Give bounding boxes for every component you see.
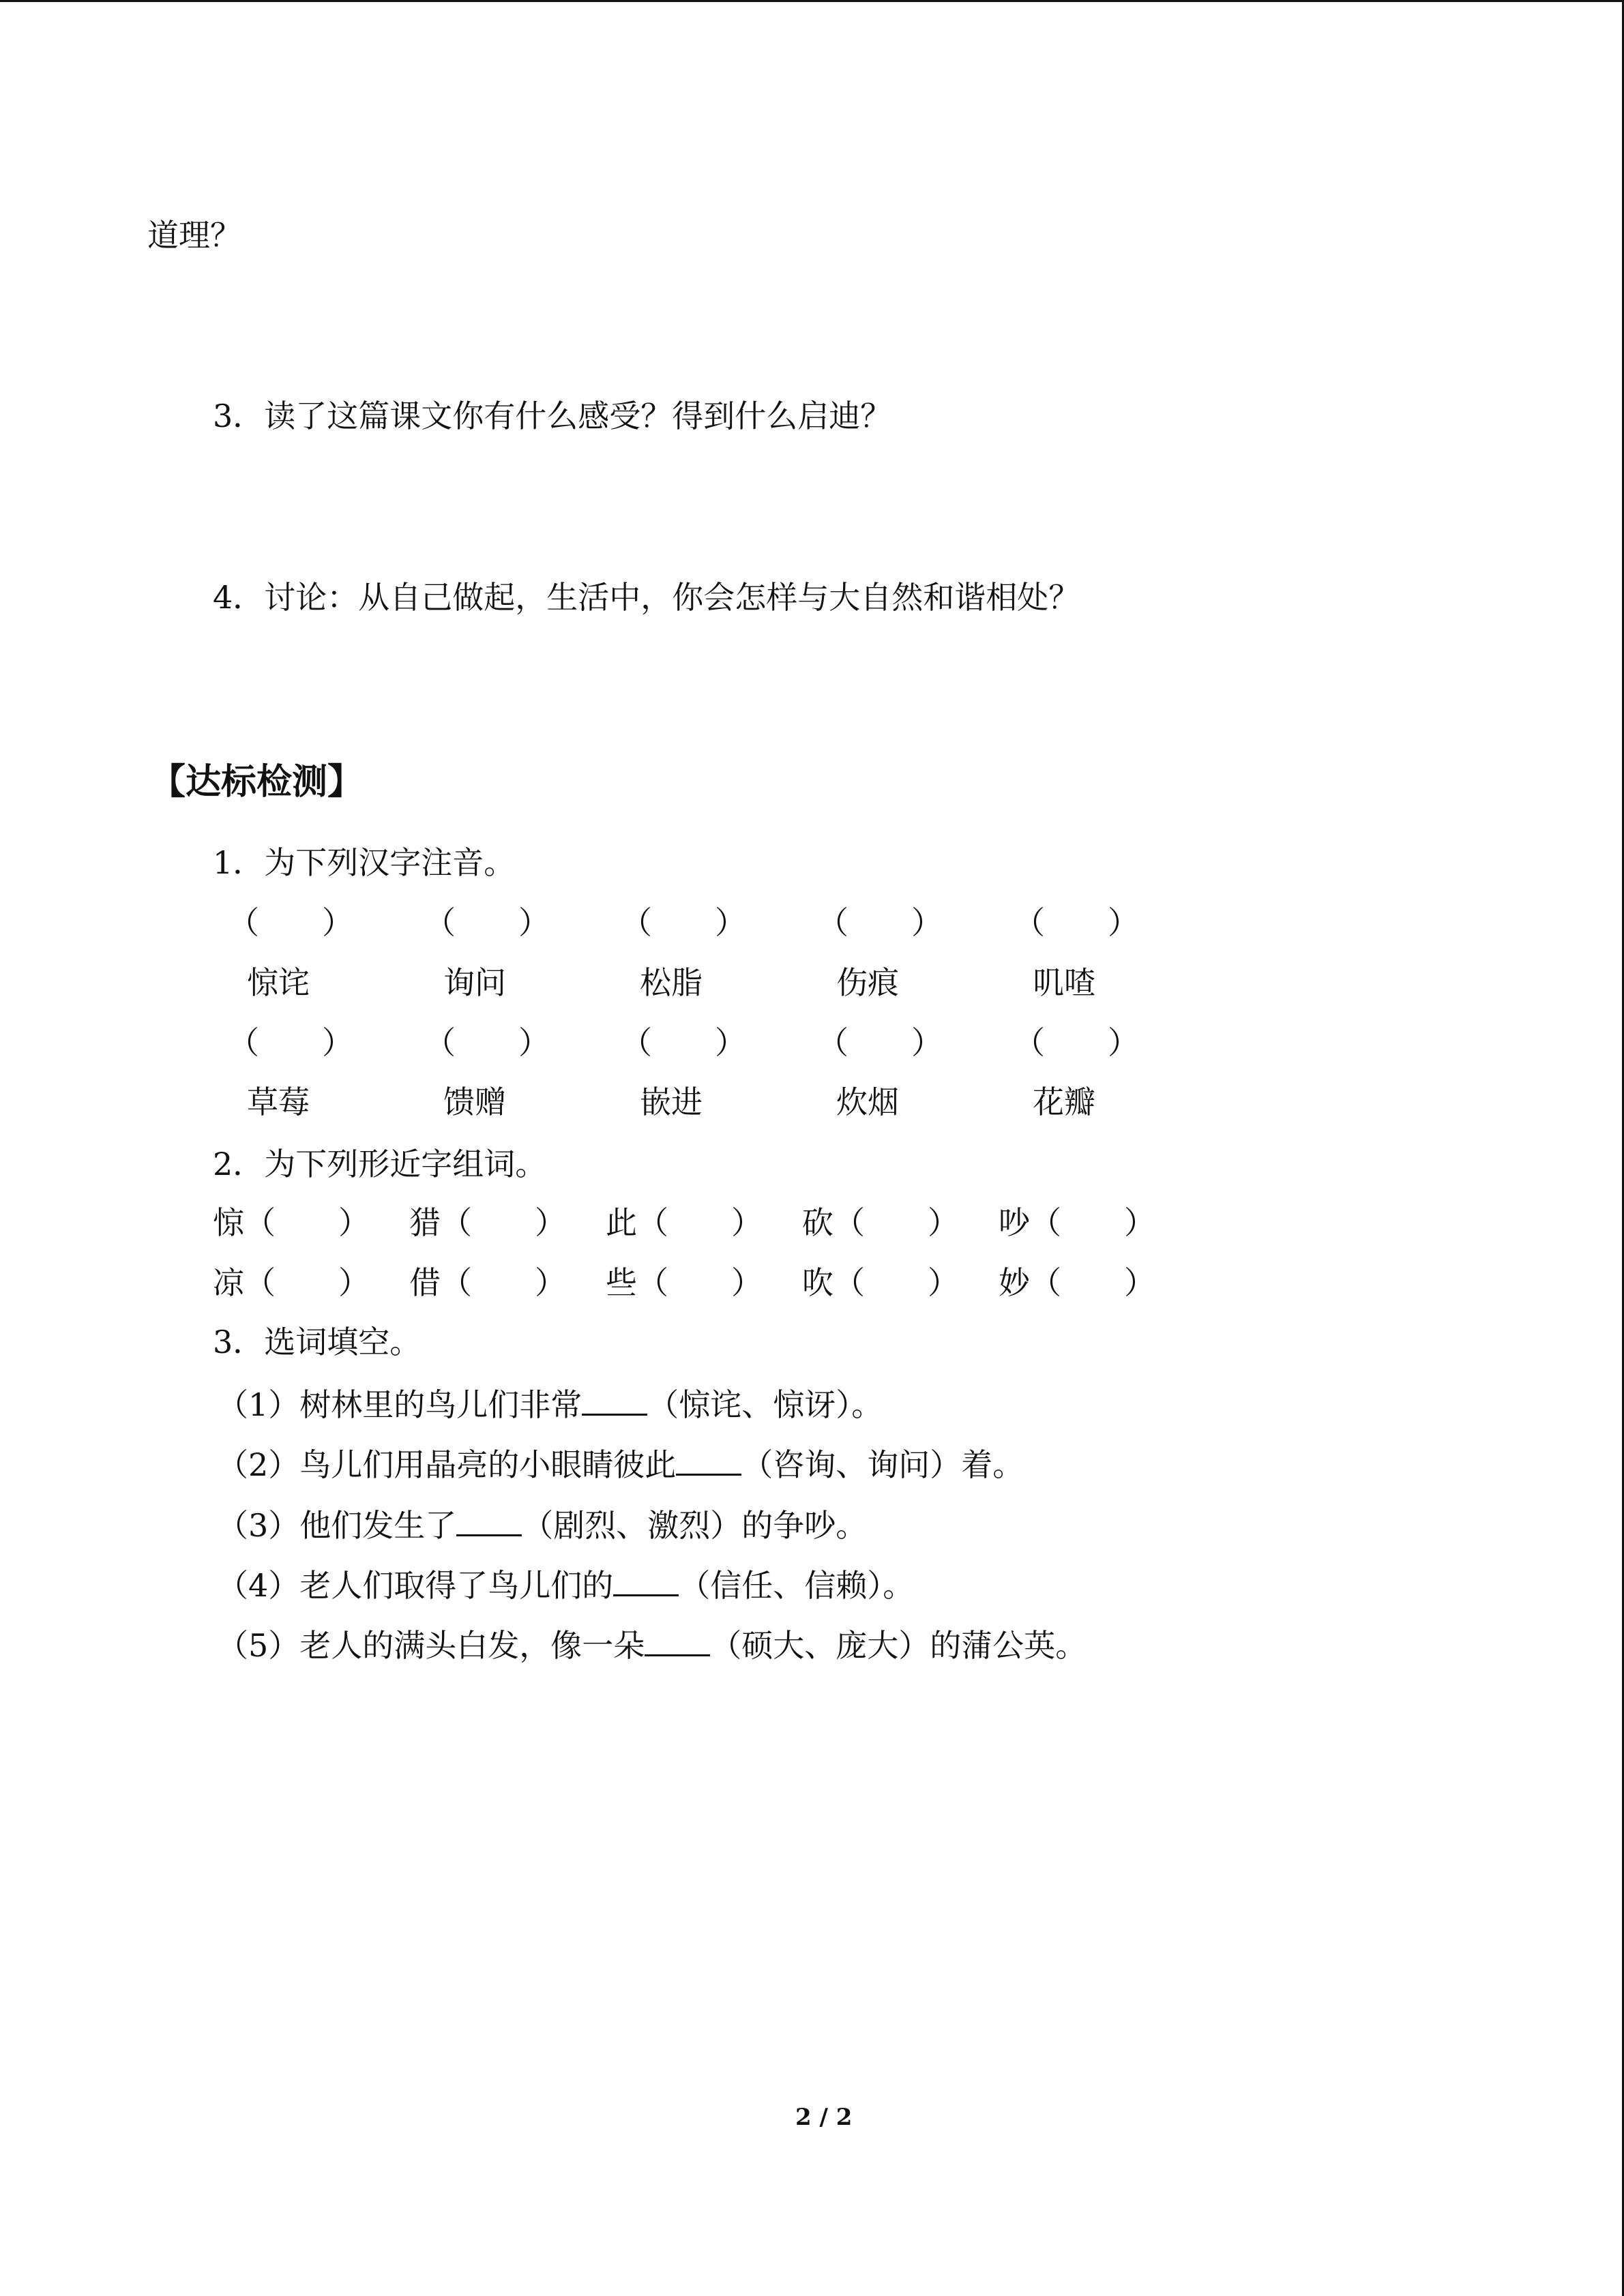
form-word-item: 此（ ） <box>606 1204 763 1241</box>
pinyin-paren: （ ） <box>1014 1024 1139 1061</box>
form-word-item: 惊（ ） <box>213 1204 370 1241</box>
form-word-item: 吹（ ） <box>802 1264 959 1301</box>
pinyin-word: 嵌进 <box>640 1084 703 1120</box>
fill-prefix: （5）老人的满头白发，像一朵 <box>217 1627 645 1664</box>
question-4: 4．讨论：从自己做起，生活中，你会怎样与大自然和谐相处？ <box>213 579 1080 616</box>
fill-options: （硕大、庞大）的蒲公英。 <box>710 1627 1087 1664</box>
form-word-item: 吵（ ） <box>999 1204 1155 1241</box>
fill-options: （咨询、询问）着。 <box>741 1446 1024 1483</box>
pinyin-word: 惊诧 <box>247 964 310 1001</box>
continuation-text: 道理？ <box>147 217 241 254</box>
fill-options: （剧烈、激烈）的争吵。 <box>522 1507 868 1544</box>
pinyin-word: 松脂 <box>640 964 703 1001</box>
top-border <box>0 0 1624 2</box>
pinyin-word: 叽喳 <box>1033 964 1095 1001</box>
form-word-item: 砍（ ） <box>802 1204 959 1241</box>
pinyin-paren: （ ） <box>424 904 550 941</box>
answer-blank[interactable] <box>676 1446 741 1476</box>
fill-prefix: （3）他们发生了 <box>217 1507 457 1544</box>
pinyin-word: 伤痕 <box>836 964 899 1001</box>
page-number: 2 / 2 <box>795 2104 853 2131</box>
pinyin-paren: （ ） <box>621 904 746 941</box>
form-word-item: 些（ ） <box>606 1264 763 1301</box>
pinyin-paren: （ ） <box>424 1024 550 1061</box>
pinyin-word: 花瓣 <box>1033 1084 1095 1120</box>
pinyin-paren: （ ） <box>817 1024 943 1061</box>
q3-title: 3．选词填空。 <box>213 1324 422 1360</box>
fill-prefix: （1）树林里的鸟儿们非常 <box>217 1386 582 1423</box>
form-word-item: 借（ ） <box>409 1264 566 1301</box>
fill-options: （信任、信赖）。 <box>679 1567 915 1604</box>
pinyin-word: 炊烟 <box>836 1084 899 1120</box>
pinyin-paren: （ ） <box>1014 904 1139 941</box>
answer-blank[interactable] <box>456 1507 522 1536</box>
pinyin-paren: （ ） <box>621 1024 746 1061</box>
q2-title: 2．为下列形近字组词。 <box>213 1146 547 1182</box>
fill-item-5 <box>217 1627 1087 1664</box>
fill-item-2 <box>217 1446 1024 1483</box>
fill-prefix: （2）鸟儿们用晶亮的小眼睛彼此 <box>217 1446 677 1483</box>
section-title: 【达标检测】 <box>150 762 364 803</box>
pinyin-word: 馈赠 <box>443 1084 506 1120</box>
answer-blank[interactable] <box>613 1567 679 1596</box>
answer-blank[interactable] <box>645 1627 710 1656</box>
form-word-item: 凉（ ） <box>213 1264 370 1301</box>
pinyin-word: 草莓 <box>247 1084 310 1120</box>
pinyin-paren: （ ） <box>817 904 943 941</box>
fill-options: （惊诧、惊讶）。 <box>647 1386 883 1423</box>
form-word-item: 妙（ ） <box>999 1264 1155 1301</box>
q1-title: 1．为下列汉字注音。 <box>213 844 516 881</box>
fill-item-1 <box>217 1386 883 1423</box>
fill-prefix: （4）老人们取得了鸟儿们的 <box>217 1567 614 1604</box>
answer-blank[interactable] <box>582 1386 647 1416</box>
form-word-item: 猎（ ） <box>409 1204 566 1241</box>
fill-item-4 <box>217 1567 915 1604</box>
pinyin-paren: （ ） <box>228 1024 353 1061</box>
question-3: 3．读了这篇课文你有什么感受？得到什么启迪？ <box>213 398 892 434</box>
pinyin-word: 询问 <box>443 964 506 1001</box>
pinyin-paren: （ ） <box>228 904 353 941</box>
fill-item-3 <box>217 1507 868 1544</box>
